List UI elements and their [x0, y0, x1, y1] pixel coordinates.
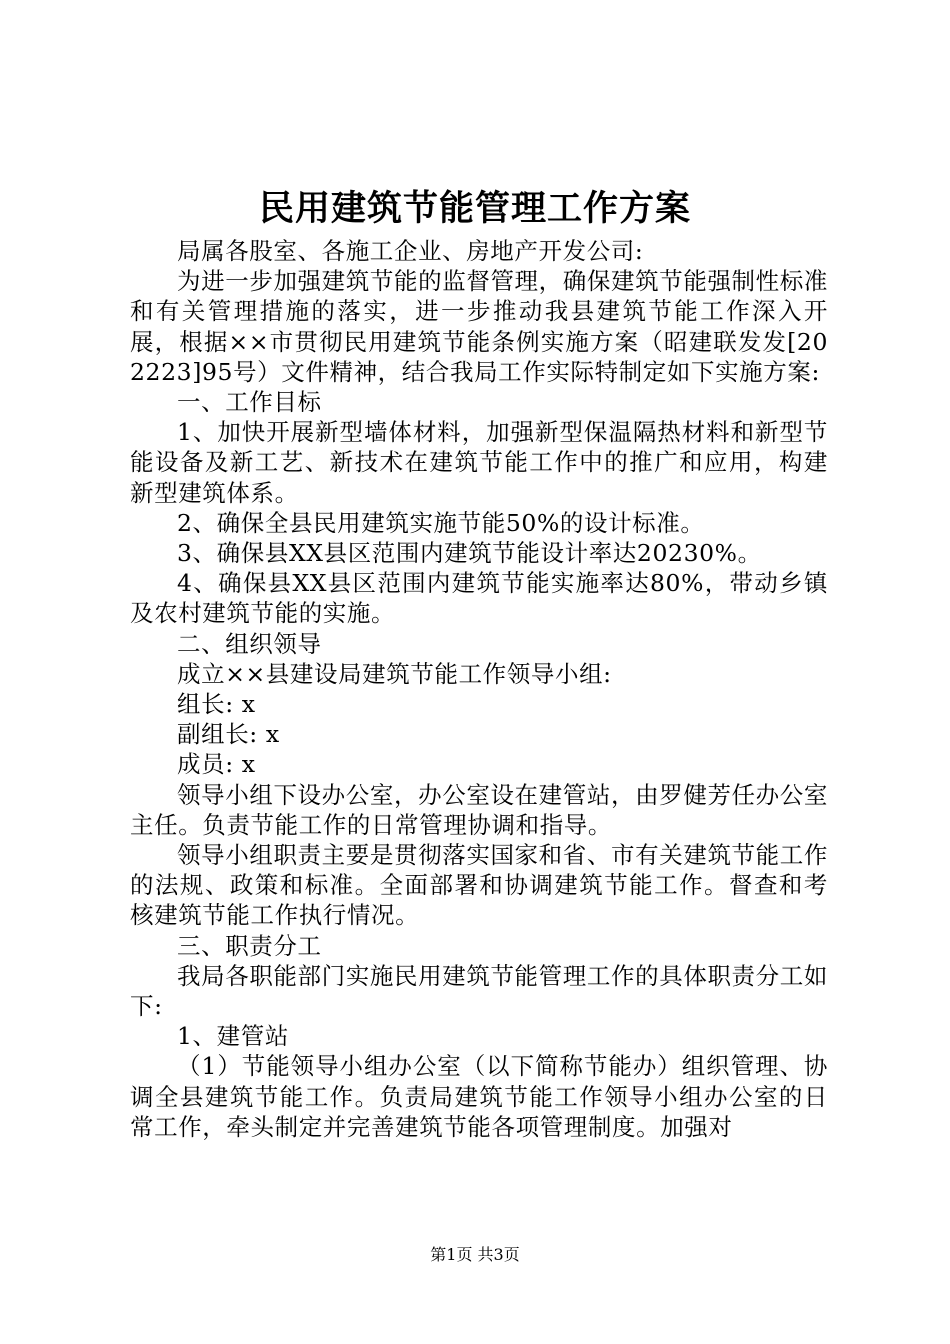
paragraph-office: 领导小组下设办公室，办公室设在建管站，由罗健芳任办公室主任。负责节能工作的日常管理协调和指导。: [130, 780, 828, 839]
paragraph-salutation: 局属各股室、各施工企业、房地产开发公司:: [177, 237, 644, 265]
paragraph-goal-4: 4、确保县XX县区范围内建筑节能实施率达80%，带动乡镇及农村建筑节能的实施。: [130, 569, 828, 628]
paragraph-goal-2: 2、确保全县民用建筑实施节能50%的设计标准。: [177, 508, 705, 537]
subheading-construction-station: 1、建管站: [177, 1022, 289, 1051]
paragraph-deputy-leader: 副组长: x: [177, 720, 280, 749]
section-heading-responsibilities: 三、职责分工: [177, 931, 322, 960]
section-heading-goals: 一、工作目标: [177, 388, 322, 417]
paragraph-goal-3: 3、确保县XX县区范围内建筑节能设计率达20230%。: [177, 539, 762, 568]
paragraph-group-duties: 领导小组职责主要是贯彻落实国家和省、市有关建筑节能工作的法规、政策和标准。全面部署和协调建筑节能工作。督查和考核建筑节能工作执行情况。: [130, 841, 828, 930]
document-body: [130, 236, 828, 1142]
paragraph-group-leader: 组长: x: [177, 690, 256, 719]
paragraph-group-established: 成立××县建设局建筑节能工作领导小组:: [177, 659, 612, 688]
document-title: 民用建筑节能管理工作方案: [258, 188, 691, 229]
paragraph-members: 成员: x: [177, 750, 256, 779]
page-footer: 第1页 共3页: [430, 1245, 520, 1264]
paragraph-station-item-1: （1）节能领导小组办公室（以下简称节能办）组织管理、协调全县建筑节能工作。负责局建筑节能工作领导小组办公室的日常工作，牵头制定并完善建筑节能各项管理制度。加强对: [130, 1052, 828, 1141]
section-heading-leadership: 二、组织领导: [177, 629, 322, 658]
paragraph-goal-1: 1、加快开展新型墙体材料，加强新型保温隔热材料和新型节能设备及新工艺、新技术在建筑节能工作中的推广和应用，构建新型建筑体系。: [130, 418, 828, 507]
paragraph-intro: 为进一步加强建筑节能的监督管理，确保建筑节能强制性标准和有关管理措施的落实，进一步推动我县建筑节能工作深入开展，根据××市贯彻民用建筑节能条例实施方案（昭建联发发[202223]95号）文件精神，结合我局工作实际特制定如下实施方案:: [130, 267, 828, 386]
paragraph-responsibilities-intro: 我局各职能部门实施民用建筑节能管理工作的具体职责分工如下:: [130, 961, 828, 1021]
